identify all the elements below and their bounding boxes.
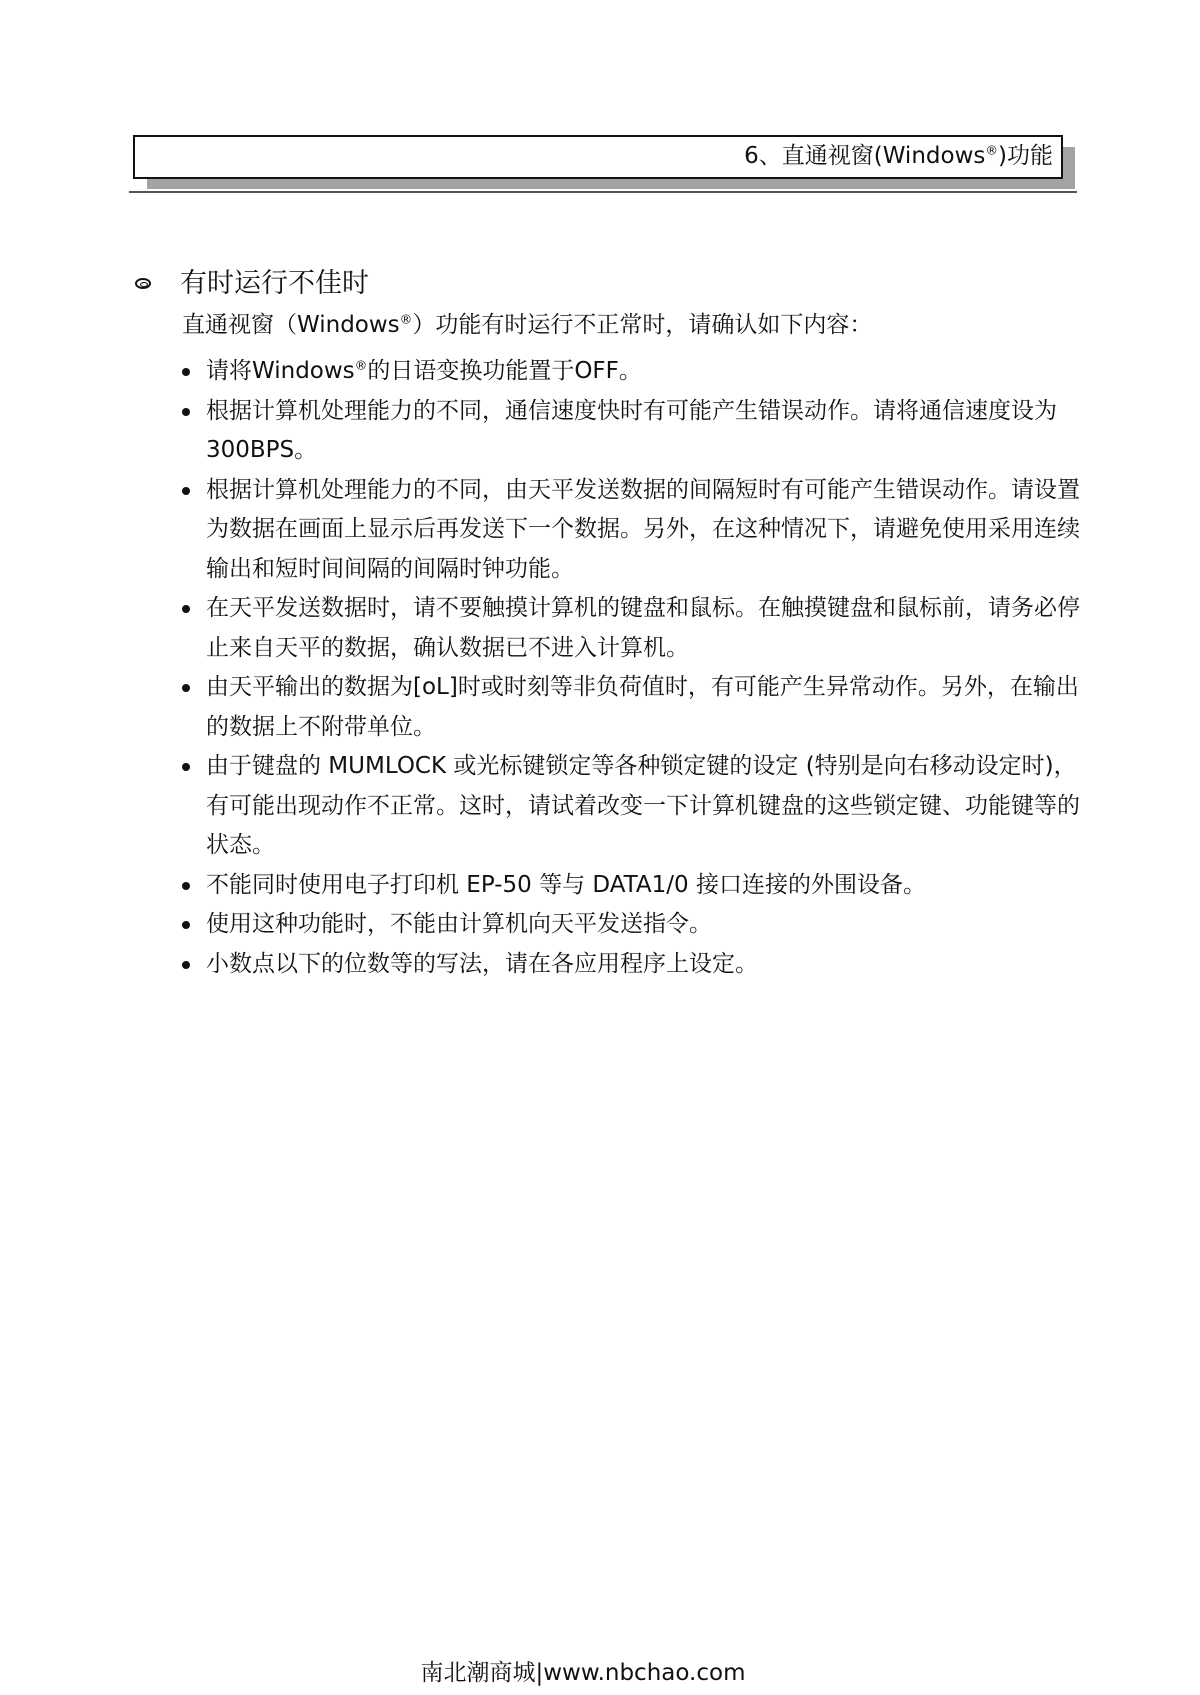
list-item-text: 不能同时使用电子打印机 EP-50 等与 DATA1/0 接口连接的外围设备。 xyxy=(206,871,926,898)
intro-text-suffix: ）功能有时运行不正常时，请确认如下内容： xyxy=(412,312,873,338)
list-item-text: 根据计算机处理能力的不同，通信速度快时有可能产生错误动作。请将通信速度设为 300BPS。 xyxy=(206,397,1057,463)
list-item-text: 使用这种功能时，不能由计算机向天平发送指令。 xyxy=(206,911,712,937)
list-item xyxy=(172,471,1084,590)
list-item xyxy=(172,905,1084,945)
list-item-text: 由于键盘的 MUMLOCK 或光标键锁定等各种锁定键的设定 (特别是向右移动设定时)，有可能出现动作不正常。这时，请试着改变一下计算机键盘的这些锁定键、功能键等的状态。 xyxy=(206,753,1080,858)
list-item-text: 由天平输出的数据为[oL]时或时刻等非负荷值时，有可能产生异常动作。另外，在输出的数据上不附带单位。 xyxy=(206,674,1079,740)
list-item xyxy=(172,668,1084,747)
bullet-icon xyxy=(182,961,190,969)
registered-mark: ® xyxy=(354,357,368,373)
bullet-icon xyxy=(182,487,190,495)
chapter-header xyxy=(133,135,1063,179)
list-item-text: 在天平发送数据时，请不要触摸计算机的键盘和鼠标。在触摸键盘和鼠标前，请务必停止来自天平的数据，确认数据已不进入计算机。 xyxy=(206,595,1080,661)
bullet-icon xyxy=(182,882,190,890)
bullet-icon xyxy=(182,605,190,613)
list-item-text: 小数点以下的位数等的写法，请在各应用程序上设定。 xyxy=(206,950,758,977)
bullet-icon xyxy=(182,408,190,416)
section-title: 有时运行不佳时 xyxy=(180,268,369,299)
list-item xyxy=(172,747,1084,866)
section-heading xyxy=(133,268,1083,306)
list-item-text-suffix: 的日语变换功能置于OFF。 xyxy=(367,358,642,384)
list-item xyxy=(172,589,1084,668)
chapter-title-suffix: )功能 xyxy=(998,143,1053,169)
bullet-icon xyxy=(182,368,190,376)
header-divider xyxy=(129,191,1077,193)
checklist xyxy=(172,352,1084,984)
list-item xyxy=(172,352,1084,392)
list-item xyxy=(172,392,1084,471)
list-item xyxy=(172,945,1084,985)
double-circle-icon xyxy=(135,278,151,289)
chapter-title-text: 6、直通视窗(Windows xyxy=(744,143,986,169)
bullet-icon xyxy=(182,763,190,771)
bullet-icon xyxy=(182,684,190,692)
chapter-title xyxy=(744,143,1053,169)
intro-paragraph xyxy=(182,310,872,340)
bullet-icon xyxy=(182,921,190,929)
list-item-text: 请将Windows xyxy=(206,358,355,384)
list-item xyxy=(172,866,1084,906)
registered-mark: ® xyxy=(399,311,413,327)
footer-watermark: 南北潮商城|www.nbchao.com xyxy=(420,1660,746,1686)
intro-text: 直通视窗（Windows xyxy=(182,312,400,338)
registered-mark: ® xyxy=(985,142,999,158)
list-item-text: 根据计算机处理能力的不同，由天平发送数据的间隔短时有可能产生错误动作。请设置为数据在画面上显示后再发送下一个数据。另外，在这种情况下，请避免使用采用连续输出和短时间间隔的间隔时钟功能。 xyxy=(206,476,1080,582)
